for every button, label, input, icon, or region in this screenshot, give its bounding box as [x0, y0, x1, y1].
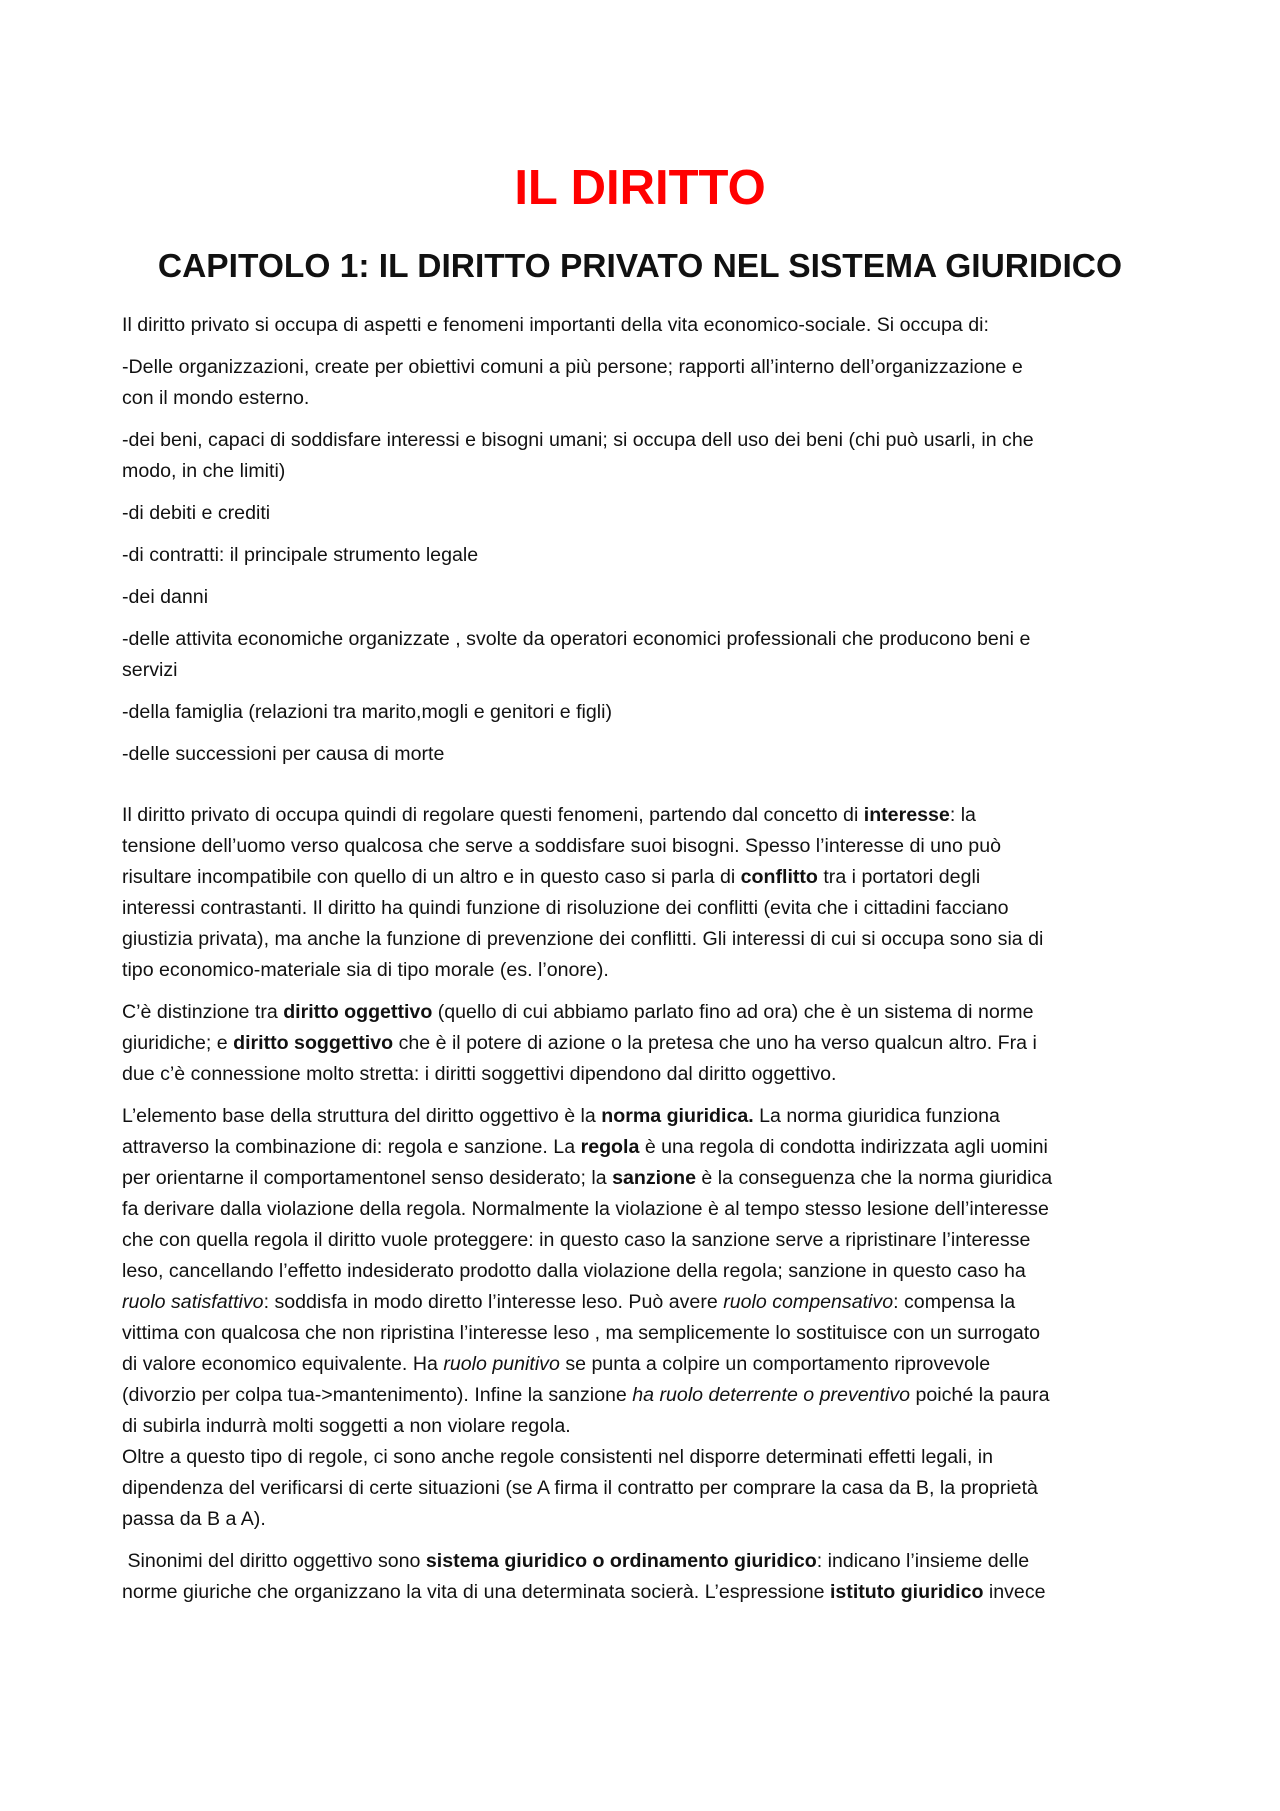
text-line: passa da B a A). [122, 1508, 266, 1530]
text-line: dipendenza del verificarsi di certe situazioni (se A firma il contratto per comprare la casa da B, la proprietà [122, 1477, 1038, 1499]
italic-term: ruolo satisfattivo [122, 1291, 264, 1313]
list-item [122, 624, 1182, 686]
list-item-line: -di contratti: il principale strumento legale [122, 544, 479, 566]
list-item-line: -dei beni, capaci di soddisfare interessi e bisogni umani; si occupa dell uso dei beni (chi può usarli, in che [122, 429, 1034, 451]
text-line: risultare incompatibile con quello di un altro e in questo caso si parla di conflitto tra i portatori degli [122, 866, 981, 888]
text-line: Il diritto privato di occupa quindi di regolare questi fenomeni, partendo dal concetto di interesse: la [122, 804, 976, 826]
list-item-line: servizi [122, 659, 178, 681]
bold-term: diritto oggettivo [283, 1001, 433, 1023]
text-line: che con quella regola il diritto vuole proteggere: in questo caso la sanzione serve a ripristinare l’interesse [122, 1229, 1031, 1251]
document-body [122, 310, 1182, 1619]
list-item [122, 582, 1182, 613]
paragraph-diritto-oggettivo [122, 997, 1182, 1090]
bold-term: sanzione [612, 1167, 696, 1189]
italic-term: ruolo compensativo [723, 1291, 894, 1313]
list-item-line: con il mondo esterno. [122, 387, 310, 409]
text-line: due c’è connessione molto stretta: i diritti soggettivi dipendono dal diritto oggettivo. [122, 1063, 837, 1085]
text-line: attraverso la combinazione di: regola e sanzione. La regola è una regola di condotta indirizzata agli uomini [122, 1136, 1048, 1158]
bold-term: diritto soggettivo [233, 1032, 394, 1054]
text-line: L’elemento base della struttura del diritto oggettivo è la norma giuridica. La norma giuridica funziona [122, 1105, 1000, 1127]
italic-term: ruolo punitivo [443, 1353, 560, 1375]
document-title: IL DIRITTO [514, 161, 766, 215]
topics-list [122, 352, 1182, 770]
intro-line: Il diritto privato si occupa di aspetti e fenomeni importanti della vita economico-sociale. Si occupa di: [122, 314, 989, 336]
list-item [122, 352, 1182, 414]
text-line: ruolo satisfattivo: soddisfa in modo diretto l’interesse leso. Può avere ruolo compensativo: compensa la [122, 1291, 1016, 1313]
list-item [122, 697, 1182, 728]
bold-term: sistema giuridico o ordinamento giuridico [425, 1550, 817, 1572]
text-line: giuridiche; e diritto soggettivo che è il potere di azione o la pretesa che uno ha verso qualcun altro. Fra i [122, 1032, 1037, 1054]
text-line: vittima con qualcosa che non ripristina l’interesse leso , ma semplicemente lo sostituisce con un surrogato [122, 1322, 1041, 1344]
list-item [122, 498, 1182, 529]
text-line: di subirla indurrà molti soggetti a non violare regola. [122, 1415, 571, 1437]
text-line: interessi contrastanti. Il diritto ha quindi funzione di risoluzione dei conflitti (evita che i cittadini facciano [122, 897, 1009, 919]
text-line: norme giuriche che organizzano la vita di una determinata socierà. L’espressione istituto giuridico invece [122, 1581, 1046, 1603]
list-item [122, 540, 1182, 571]
italic-term: ha ruolo deterrente o preventivo [632, 1384, 911, 1406]
list-item-line: -delle attivita economiche organizzate , svolte da operatori economici professionali che producono beni e [122, 628, 1031, 650]
paragraph-sinonimi [122, 1546, 1182, 1608]
list-item-line: -dei danni [122, 586, 209, 608]
list-item-line: -di debiti e crediti [122, 502, 271, 524]
bold-term: regola [580, 1136, 640, 1158]
list-item [122, 739, 1182, 770]
list-item-line: -delle successioni per causa di morte [122, 743, 445, 765]
text-line: di valore economico equivalente. Ha ruolo punitivo se punta a colpire un comportamento riprovevole [122, 1353, 991, 1375]
text-line: leso, cancellando l’effetto indesiderato prodotto dalla violazione della regola; sanzione in questo caso ha [122, 1260, 1026, 1282]
paragraph-norma-giuridica [122, 1101, 1182, 1535]
text-line: giustizia privata), ma anche la funzione di prevenzione dei conflitti. Gli interessi di cui si occupa sono sia di [122, 928, 1044, 950]
paragraph-interesse [122, 800, 1182, 986]
text-line: fa derivare dalla violazione della regola. Normalmente la violazione è al tempo stesso lesione dell’interesse [122, 1198, 1049, 1220]
text-line: tipo economico-materiale sia di tipo morale (es. l’onore). [122, 959, 609, 981]
bold-term: norma giuridica. [601, 1105, 754, 1127]
list-item-line: -della famiglia (relazioni tra marito,mogli e genitori e figli) [122, 701, 613, 723]
list-item-line: -Delle organizzazioni, create per obiettivi comuni a più persone; rapporti all’interno dell’organizzazione e [122, 356, 1023, 378]
bold-term: interesse [863, 804, 950, 826]
list-item-line: modo, in che limiti) [122, 460, 286, 482]
text-line: (divorzio per colpa tua->mantenimento). Infine la sanzione ha ruolo deterrente o preventivo poiché la paura [122, 1384, 1050, 1406]
text-line: per orientarne il comportamentonel senso desiderato; la sanzione è la conseguenza che la norma giuridica [122, 1167, 1053, 1189]
text-line: Oltre a questo tipo di regole, ci sono anche regole consistenti nel disporre determinati effetti legali, in [122, 1446, 993, 1468]
chapter-heading: CAPITOLO 1: IL DIRITTO PRIVATO NEL SISTEMA GIURIDICO [157, 248, 1123, 285]
bold-term: istituto giuridico [829, 1581, 984, 1603]
list-item [122, 425, 1182, 487]
text-line: tensione dell’uomo verso qualcosa che serve a soddisfare suoi bisogni. Spesso l’interesse di uno può [122, 835, 1001, 857]
intro-paragraph [122, 310, 1182, 341]
bold-term: conflitto [740, 866, 818, 888]
text-line: C’è distinzione tra diritto oggettivo (quello di cui abbiamo parlato fino ad ora) che è un sistema di norme [122, 1001, 1034, 1023]
text-line: Sinonimi del diritto oggettivo sono sistema giuridico o ordinamento giuridico: indicano l’insieme delle [122, 1550, 1030, 1572]
